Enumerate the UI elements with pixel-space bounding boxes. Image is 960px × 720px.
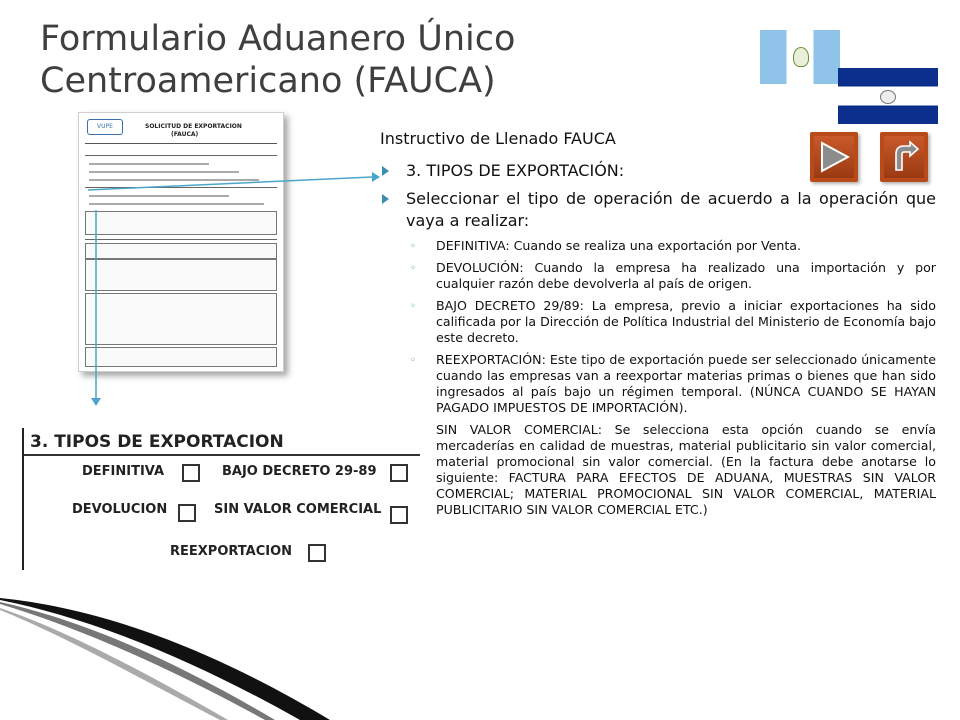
option-devolucion-label: DEVOLUCION [72,502,168,517]
definitiva-checkbox[interactable] [182,464,200,482]
sub-bullet-text: BAJO DECRETO 29/89: La empresa, previo a iniciar exportaciones ha sido calificada por la Dirección de Política Industrial del Ministerio de Economía bajo este decreto. [436,298,936,345]
sin-valor-comercial-checkbox[interactable] [390,506,408,524]
sub-bullet-text: SIN VALOR COMERCIAL: Se selecciona esta opción cuando se envía mercaderías en calidad de muestras, material publicitario sin valor comercial, material promocional sin valor comercial. (En la factura debe anotarse lo siguiente: FACTURA PARA EFECTOS DE ADUANA, MUESTRAS SIN VALOR COMERCIAL; MATERIAL PROMOCIONAL SIN VALOR COMERCIAL, MATERIAL PUBLICITARIO SIN VALOR COMERCIAL ETC.) [436,422,936,517]
option-definitiva-label: DEFINITIVA [82,464,165,479]
bajo-decreto-checkbox[interactable] [390,464,408,482]
sub-bullet-text: REEXPORTACIÓN: Este tipo de exportación puede ser seleccionado únicamente cuando las empresas van a reexportar materias primas o bienes que han sido ingresados al país bajo un régimen temporal. (NÚNCA CUANDO SE HAYAN PAGADO IMPUESTOS DE IMPORTACIÓN). [436,352,936,415]
option-sin-valor-label: SIN VALOR COMERCIAL [214,502,382,517]
sub-bullet-circle-icon: ◦ [410,355,416,366]
excerpt-divider [24,454,420,456]
bullet-text: 3. TIPOS DE EXPORTACIÓN: [406,161,625,180]
slide-title: Formulario Aduanero Único Centroamericano (FAUCA) [40,19,516,101]
instructions-heading: Instructivo de Llenado FAUCA [380,129,616,148]
bullet-arrow-icon [382,194,389,204]
sub-bullet-circle-icon: ◦ [410,241,416,252]
reexportacion-checkbox[interactable] [308,544,326,562]
bullet-arrow-icon [382,166,389,176]
bullet-text: Seleccionar el tipo de operación de acuerdo a la operación que vaya a realizar: [406,189,936,230]
sub-bullet-item [380,260,936,292]
sub-bullet-item [380,352,936,416]
option-bajo-decreto-label: BAJO DECRETO 29-89 [222,464,377,479]
bullet-item [380,160,936,182]
devolucion-checkbox[interactable] [178,504,196,522]
form-thumbnail-subheading: (FAUCA) [171,131,199,138]
decorative-swoosh [0,598,400,720]
vupe-logo: VUPE [87,119,123,135]
excerpt-heading: 3. TIPOS DE EXPORTACION [30,432,284,452]
instructions-panel [380,128,936,524]
sub-bullet-text: DEFINITIVA: Cuando se realiza una exportación por Venta. [436,238,802,253]
export-types-excerpt [22,428,420,570]
sub-bullet-circle-icon: ◦ [410,263,416,274]
sub-bullet-text: DEVOLUCIÓN: Cuando la empresa ha realizado una importación y por cualquier razón debe devolverla al país de origen. [436,260,936,291]
sub-bullet-circle-icon: ◦ [410,301,416,312]
sub-bullet-item [380,238,936,254]
sub-bullet-item [380,422,936,518]
form-thumbnail-heading: SOLICITUD DE EXPORTACION [145,123,242,130]
bullet-item [380,188,936,232]
option-reexportacion-label: REEXPORTACION [170,544,293,559]
sub-bullet-item [380,298,936,346]
